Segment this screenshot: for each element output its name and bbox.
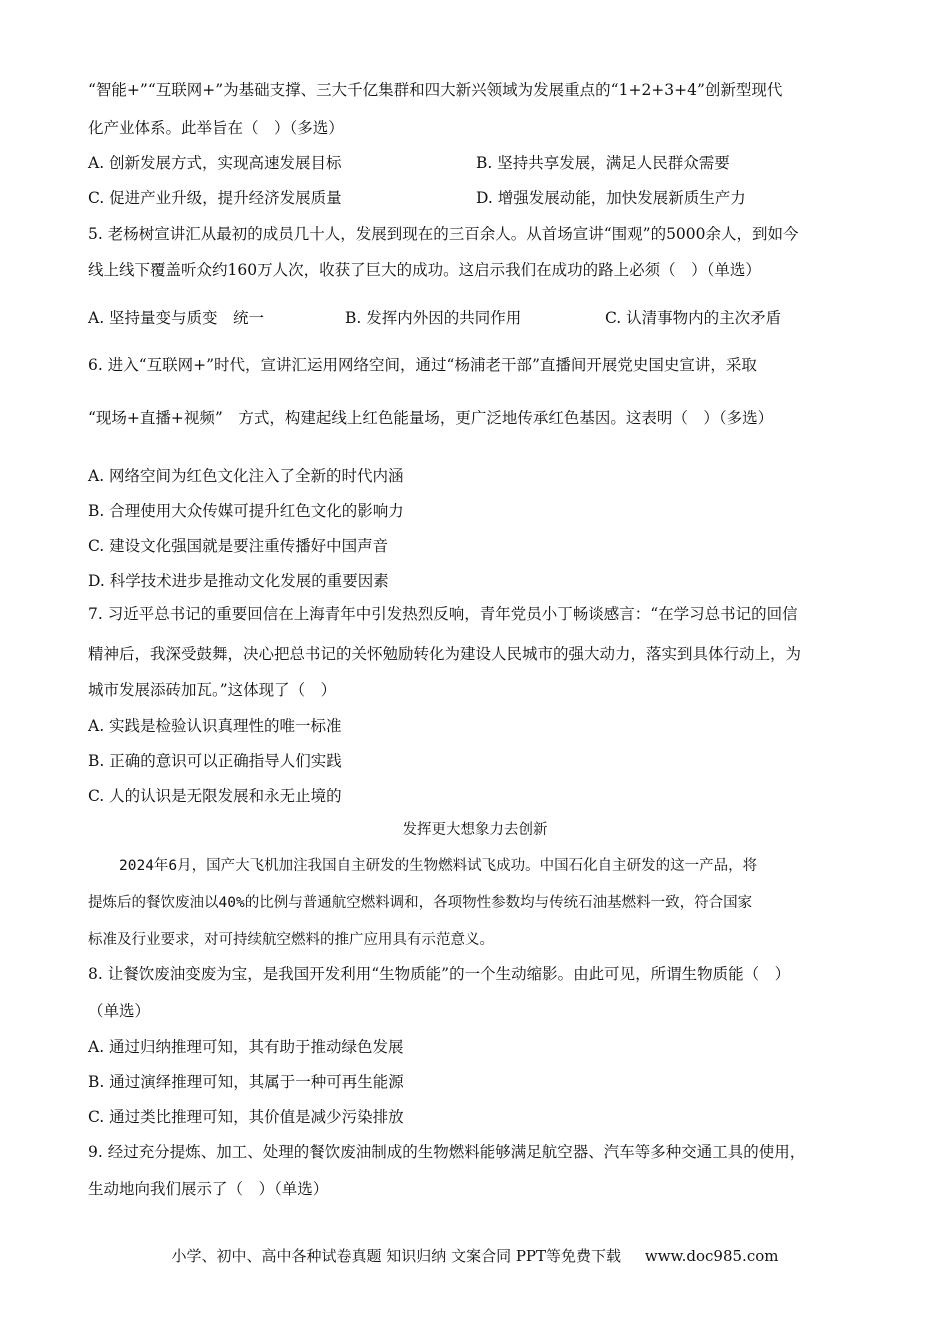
q8-option-c[interactable]: C. 通过类比推理可知，其价值是减少污染排放 xyxy=(88,1108,404,1126)
q7-option-c[interactable]: C. 人的认识是无限发展和永无止境的 xyxy=(88,787,342,805)
passage-title: 发挥更大想象力去创新 xyxy=(402,822,548,838)
q8-stem-line1: 8. 让餐饮废油变废为宝，是我国开发利用“生物质能”的一个生动缩影。由此可见，所谓生物质能（ ） xyxy=(88,965,791,983)
q5-option-a[interactable]: A. 坚持量变与质变 统一 xyxy=(88,309,265,327)
q4-option-b[interactable]: B. 坚持共享发展，满足人民群众需要 xyxy=(476,154,730,172)
q6-option-b[interactable]: B. 合理使用大众传媒可提升红色文化的影响力 xyxy=(88,502,404,520)
q7-stem-line2: 精神后，我深受鼓舞，决心把总书记的关怀勉励转化为建设人民城市的强大动力，落实到具体行动上，为 xyxy=(88,645,802,663)
q4-option-c[interactable]: C. 促进产业升级，提升经济发展质量 xyxy=(88,189,342,207)
q4-option-d[interactable]: D. 增强发展动能，加快发展新质生产力 xyxy=(476,189,746,207)
q8-option-b[interactable]: B. 通过演绎推理可知，其属于一种可再生能源 xyxy=(88,1073,404,1091)
page-footer xyxy=(0,1246,950,1266)
q5-stem-line2: 线上线下覆盖听众约160万人次，收获了巨大的成功。这启示我们在成功的路上必须（ ）（单选） xyxy=(88,261,761,279)
q5-option-c[interactable]: C. 认清事物内的主次矛盾 xyxy=(605,309,782,327)
q9-stem-line2: 生动地向我们展示了（ ）（单选） xyxy=(88,1180,329,1198)
q9-stem-line1: 9. 经过充分提炼、加工、处理的餐饮废油制成的生物燃料能够满足航空器、汽车等多种交通工具的使用， xyxy=(88,1143,806,1161)
q7-option-a[interactable]: A. 实践是检验认识真理性的唯一标准 xyxy=(88,717,342,735)
footer-text: 小学、初中、高中各种试卷真题 知识归纳 文案合同 PPT等免费下载 xyxy=(171,1247,622,1265)
passage-line1: 2024年6月，国产大飞机加注我国自主研发的生物燃料试飞成功。中国石化自主研发的这一产品，将 xyxy=(119,858,758,874)
q8-stem-line2: （单选） xyxy=(88,1002,151,1020)
q7-stem-line3: 城市发展添砖加瓦。”这体现了（ ） xyxy=(88,681,337,699)
q6-option-a[interactable]: A. 网络空间为红色文化注入了全新的时代内涵 xyxy=(88,467,404,485)
footer-link[interactable]: www.doc985.com xyxy=(644,1247,779,1265)
passage-line3: 标准及行业要求，对可持续航空燃料的推广应用具有示范意义。 xyxy=(88,932,494,948)
q6-stem-line2: “现场+直播+视频” 方式，构建起线上红色能量场，更广泛地传承红色基因。这表明（ ）（多选） xyxy=(88,409,774,427)
q8-option-a[interactable]: A. 通过归纳推理可知，其有助于推动绿色发展 xyxy=(88,1038,404,1056)
q7-option-b[interactable]: B. 正确的意识可以正确指导人们实践 xyxy=(88,752,342,770)
q4-stem-line2: 化产业体系。此举旨在（ ）（多选） xyxy=(88,119,344,137)
q7-stem-line1: 7. 习近平总书记的重要回信在上海青年中引发热烈反响，青年党员小丁畅谈感言：“在学习总书记的回信 xyxy=(88,605,798,623)
q4-option-a[interactable]: A. 创新发展方式，实现高速发展目标 xyxy=(88,154,342,172)
q6-option-c[interactable]: C. 建设文化强国就是要注重传播好中国声音 xyxy=(88,537,389,555)
q6-stem-line1: 6. 进入“互联网+”时代，宣讲汇运用网络空间，通过“杨浦老干部”直播间开展党史国史宣讲，采取 xyxy=(88,356,757,374)
q4-stem-line1: “智能+”“互联网+”为基础支撑、三大千亿集群和四大新兴领域为发展重点的“1+2+3+4”创新型现代 xyxy=(88,81,783,99)
q5-stem-line1: 5. 老杨树宣讲汇从最初的成员几十人，发展到现在的三百余人。从首场宣讲“围观”的5000余人，到如今 xyxy=(88,225,799,243)
passage-line2: 提炼后的餐饮废油以40%的比例与普通航空燃料调和，各项物性参数均与传统石油基燃料一致，符合国家 xyxy=(88,895,753,911)
q6-option-d[interactable]: D. 科学技术进步是推动文化发展的重要因素 xyxy=(88,572,389,590)
q5-option-b[interactable]: B. 发挥内外因的共同作用 xyxy=(345,309,522,327)
